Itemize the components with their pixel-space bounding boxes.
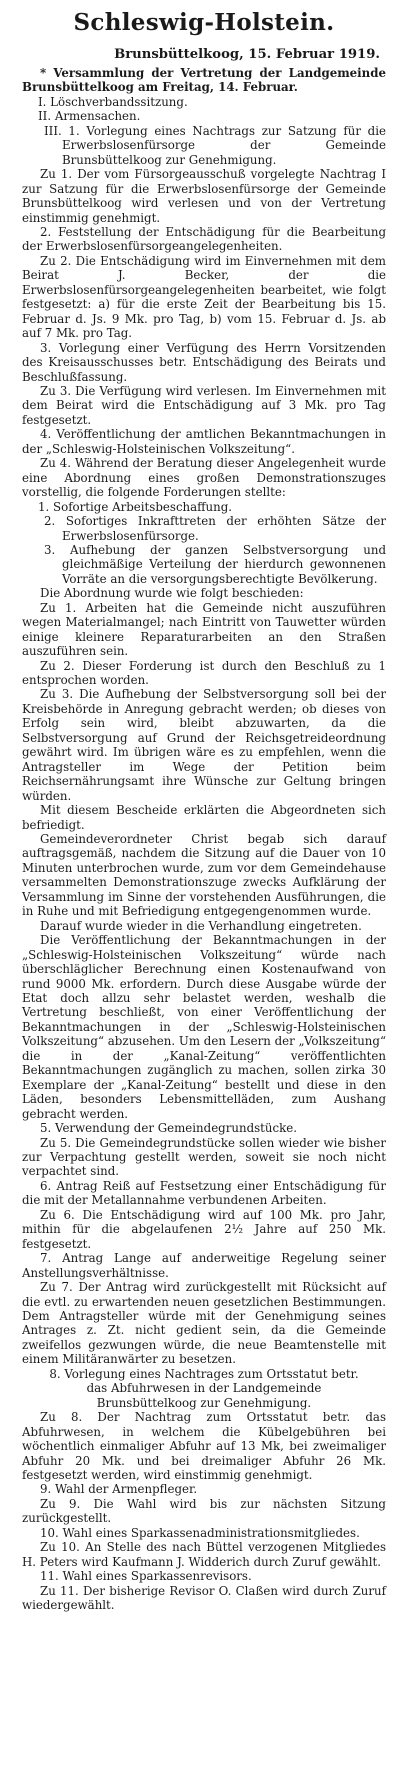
- paragraph: Darauf wurde wieder in die Verhandlung eingetreten.: [40, 918, 362, 933]
- paragraph: II. Armensachen.: [38, 109, 141, 124]
- paragraph: 11. Wahl eines Sparkassenrevisors.: [40, 1569, 252, 1584]
- paragraph: Zu 9. Die Wahl wird bis zur nächsten Sitzung zurückgestellt.: [22, 1496, 386, 1526]
- paragraph: Zu 2. Dieser Forderung ist durch den Beschluß zu 1 entsprochen worden.: [22, 658, 386, 688]
- paragraph: 7. Antrag Lange auf anderweitige Regelung seiner Anstellungsverhältnisse.: [22, 1251, 386, 1280]
- paragraph: Gemeindeverordneter Christ begab sich darauf auftragsgemäß, nachdem die Sitzung auf die Dauer von 10 Minuten unterbrochen wurde, zum vor dem Gemeindehause versammelten Demonstrationszuge zwecks Aufklärung der Versammlung im Sinne der vorstehenden Ausführungen, die in Ruhe und mit Befriedigung entgegengenommen wurde.: [22, 832, 386, 919]
- paragraph: Die Abordnung wurde wie folgt beschieden:: [40, 586, 304, 601]
- paragraph: * Versammlung der Vertretung der Landgemeinde Brunsbüttelkoog am Freitag, 14. Februar.: [22, 66, 386, 95]
- paragraph: Zu 7. Der Antrag wird zurückgestellt mit Rücksicht auf die evtl. zu erwartenden neuen gesetzlichen Bestimmungen. Dem Antragsteller würde mit der Genehmigung seines Antrages z. Zt. nicht gedient sein, da die Gemeinde zweifellos gezwungen würde, die neue Beamtenstelle mit einem Militäranwärter zu besetzen.: [22, 1280, 386, 1367]
- paragraph: 2. Feststellung der Entschädigung für die Bearbeitung der Erwerbslosenfürsorgeangelegenheiten.: [22, 224, 386, 254]
- paragraph: 4. Veröffentlichung der amtlichen Bekanntmachungen in der „Schleswig-Holsteinischen Volkszeitung“.: [22, 427, 386, 456]
- paragraph: Zu 3. Die Aufhebung der Selbstversorgung soll bei der Kreisbehörde in Anregung gebracht werden; ob dieses von Erfolg sein wird, bleibt abzuwarten, da die Selbstversorgung auf Grund der Reichsgetreideordnung gewährt wird. Im übrigen wäre es zu empfehlen, wenn die Antragsteller im Wege der Petition beim Reichsernährungsamt ihre Wünsche zur Geltung bringen würden.: [22, 687, 386, 803]
- paragraph: Zu 1. Arbeiten hat die Gemeinde nicht auszuführen wegen Materialmangel; nach Eintritt von Tauwetter würden einige kleinere Reparaturarbeiten an den Straßen auszuführen sein.: [22, 600, 386, 659]
- paragraph: 8. Vorlegung eines Nachtrages zum Ortsstatut betr. das Abfuhrwesen in der Landgemeinde Brunsbüttelkoog zur Genehmigung.: [49, 1366, 359, 1410]
- article-body: [22, 66, 386, 1612]
- paragraph: Zu 5. Die Gemeindegrundstücke sollen wieder wie bisher zur Verpachtung gestellt werden, soweit sie noch nicht verpachtet sind.: [22, 1135, 386, 1179]
- paragraph: Mit diesem Bescheide erklärten die Abgeordneten sich befriedigt.: [22, 803, 386, 832]
- paragraph: 6. Antrag Reiß auf Festsetzung einer Entschädigung für die mit der Metallannahme verbundenen Arbeiten.: [22, 1178, 386, 1208]
- paragraph: Zu 3. Die Verfügung wird verlesen. Im Einvernehmen mit dem Beirat wird die Entschädigung auf 3 Mk. pro Tag festgesetzt.: [22, 383, 386, 427]
- paragraph: 3. Vorlegung einer Verfügung des Herrn Vorsitzenden des Kreisausschusses betr. Entschädigung des Beirats und Beschlußfassung.: [22, 340, 386, 384]
- paragraph: 10. Wahl eines Sparkassenadministrationsmitgliedes.: [40, 1525, 360, 1540]
- paragraph: 9. Wahl der Armenpfleger.: [40, 1482, 198, 1497]
- paragraph: 5. Verwendung der Gemeindegrundstücke.: [40, 1121, 298, 1136]
- article-title: Schleswig-Holstein.: [73, 9, 335, 36]
- paragraph: 1. Sofortige Arbeitsbeschaffung.: [38, 499, 233, 514]
- dateline: Brunsbüttelkoog, 15. Februar 1919.: [114, 47, 380, 62]
- paragraph: Die Veröffentlichung der Bekanntmachungen in der „Schleswig-Holsteinischen Volkszeitung“ würde nach überschläglicher Berechnung einen Kostenaufwand von rund 9000 Mk. erfordern. Durch diese Ausgabe würde der Etat doch allzu sehr belastet werden, weshalb die Vertretung beschließt, von einer Veröffentlichung der Bekanntmachungen in der „Schleswig-Holsteinischen Volkszeitung“ abzusehen. Um den Lesern der „Volkszeitung“ die in der „Kanal-Zeitung“ veröffentlichten Bekanntmachungen zugänglich zu machen, sollen zirka 30 Exemplare der „Kanal-Zeitung“ bestellt und diese in den Läden, besonders Lebensmittelläden, zum Aushang gebracht werden.: [22, 933, 386, 1121]
- paragraph: Zu 1. Der vom Fürsorgeausschuß vorgelegte Nachtrag I zur Satzung für die Erwerbslosenfürsorge der Gemeinde Brunsbüttelkoog wird verlesen und von der Vertretung einstimmig genehmigt.: [22, 167, 386, 225]
- paragraph: Zu 2. Die Entschädigung wird im Einvernehmen mit dem Beirat J. Becker, der die Erwerbslosenfürsorgeangelegenheiten bearbeitet, wie folgt festgesetzt: a) für die erste Zeit der Bearbeitung bis 15. Februar d. Js. 9 Mk. pro Tag, b) vom 15. Februar d. Js. ab auf 7 Mk. pro Tag.: [22, 253, 386, 341]
- paragraph: 3. Aufhebung der ganzen Selbstversorgung und gleichmäßige Verteilung der hierdurch gewonnenen Vorräte an die versorgungsberechtigte Bevölkerung.: [44, 542, 386, 586]
- paragraph: Zu 4. Während der Beratung dieser Angelegenheit wurde eine Abordnung eines großen Demonstrationszuges vorstellig, die folgende Forderungen stellte:: [22, 456, 386, 500]
- paragraph: Zu 10. An Stelle des nach Büttel verzogenen Mitgliedes H. Peters wird Kaufmann J. Widderich durch Zuruf gewählt.: [22, 1540, 386, 1569]
- paragraph: Zu 8. Der Nachtrag zum Ortsstatut betr. das Abfuhrwesen, in welchem die Kübelgebühren bei wöchentlich einmaliger Abfuhr auf 13 Mk, bei zweimaliger Abfuhr 20 Mk. und bei dreimaliger Abfuhr 26 Mk. festgesetzt werden, wird einstimmig genehmigt.: [22, 1410, 386, 1482]
- paragraph: Zu 11. Der bisherige Revisor O. Claßen wird durch Zuruf wiedergewählt.: [22, 1583, 386, 1613]
- paragraph: I. Löschverbandssitzung.: [38, 94, 188, 109]
- paragraph: III. 1. Vorlegung eines Nachtrags zur Satzung für die Erwerbslosenfürsorge der Gemeinde Brunsbüttelkoog zur Genehmigung.: [44, 123, 386, 167]
- paragraph: Zu 6. Die Entschädigung wird auf 100 Mk. pro Jahr, mithin für die abgelaufenen 2½ Jahre auf 250 Mk. festgesetzt.: [22, 1207, 386, 1251]
- paragraph: 2. Sofortiges Inkrafttreten der erhöhten Sätze der Erwerbslosenfürsorge.: [44, 514, 386, 543]
